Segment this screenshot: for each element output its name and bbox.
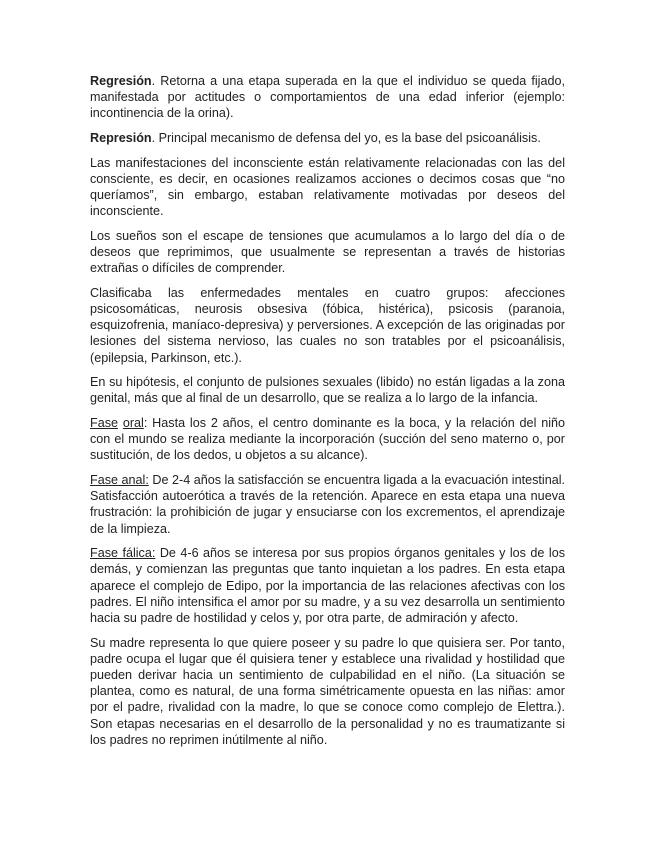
term-represion: Represión	[90, 131, 152, 145]
paragraph-hipotesis: En su hipótesis, el conjunto de pulsiones sexuales (libido) no están ligadas a la zona genital, más que al final de un desarrollo, que se realiza a lo largo de la infancia.	[90, 375, 565, 406]
paragraph-regresion	[90, 73, 565, 122]
fase-falica-label: Fase fálica:	[90, 546, 156, 561]
fase-oral-label-b: oral	[122, 416, 144, 430]
fase-anal-text: De 2-4 años la satisfacción se encuentra ligada a la evacuación intestinal. Satisfacción autoerótica a través de la retención. Aparece en esta etapa una nueva frustración: la prohibición de jugar y ensuciarse con los excrementos, el aprendizaje de la limpieza.	[90, 473, 565, 536]
paragraph-clasificaba: Clasificaba las enfermedades mentales en cuatro grupos: afecciones psicosomáticas, neurosis obsesiva (fóbica, histérica), psicosis (paranoia, esquizofrenia, maníaco-depresiva) y perversiones. A excepción de las originadas por lesiones del sistema nervioso, las cuales no son tratables por el psicoanálisis, (epilepsia, Parkinson, etc.).	[90, 285, 565, 365]
fase-oral-label-a: Fase	[90, 416, 118, 430]
term-regresion: Regresión	[90, 74, 152, 88]
definition-regresion: . Retorna a una etapa superada en la que el individuo se queda fijado, manifestada por actitudes o comportamientos de una edad inferior (ejemplo: incontinencia de la orina).	[90, 74, 565, 121]
paragraph-inconsciente: Las manifestaciones del inconsciente están relativamente relacionadas con las del consciente, es decir, en ocasiones realizamos acciones o decimos cosas que “no queríamos”, sin embargo, estaban relativamente motivadas por deseos del inconsciente.	[90, 155, 565, 219]
fase-oral-text: : Hasta los 2 años, el centro dominante es la boca, y la relación del niño con el mundo se realiza mediante la incorporación (succión del seno materno o, por sustitución, de los dedos, u objetos a su alcance).	[90, 416, 566, 463]
fase-falica-text: De 4-6 años se interesa por sus propios órganos genitales y los de los demás, y comienzan las preguntas que tanto inquietan a los padres. En esta etapa aparece el complejo de Edipo, por la importancia de las relaciones afectivas con los padres. El niño intensifica el amor por su madre, y a su vez desarrolla un sentimiento hacia su padre de hostilidad y celos y, por otra parte, de admiración y afecto.	[90, 546, 565, 626]
paragraph-fase-falica	[90, 545, 565, 626]
paragraph-fase-oral	[90, 415, 565, 464]
definition-represion: . Principal mecanismo de defensa del yo, es la base del psicoanálisis.	[151, 131, 541, 145]
fase-anal-label: Fase anal:	[90, 473, 149, 487]
paragraph-fase-anal	[90, 472, 565, 537]
paragraph-represion	[90, 130, 565, 146]
paragraph-suenos: Los sueños son el escape de tensiones que acumulamos a lo largo del día o de deseos que reprimimos, que usualmente se representan a través de historias extrañas o difíciles de comprender.	[90, 228, 565, 276]
paragraph-madre: Su madre representa lo que quiere poseer y su padre lo que quisiera ser. Por tanto, padre ocupa el lugar que él quisiera tener y establece una rivalidad y hostilidad que pueden derivar hacia un sentimiento de culpabilidad en el niño. (La situación se plantea, como es natural, de una forma simétricamente opuesta en las niñas: amor por el padre, rivalidad con la madre, lo que se conoce como complejo de Elettra.). Son etapas necesarias en el desarrollo de la personalidad y no es traumatizante si los padres no reprimen inútilmente al niño.	[90, 635, 565, 747]
